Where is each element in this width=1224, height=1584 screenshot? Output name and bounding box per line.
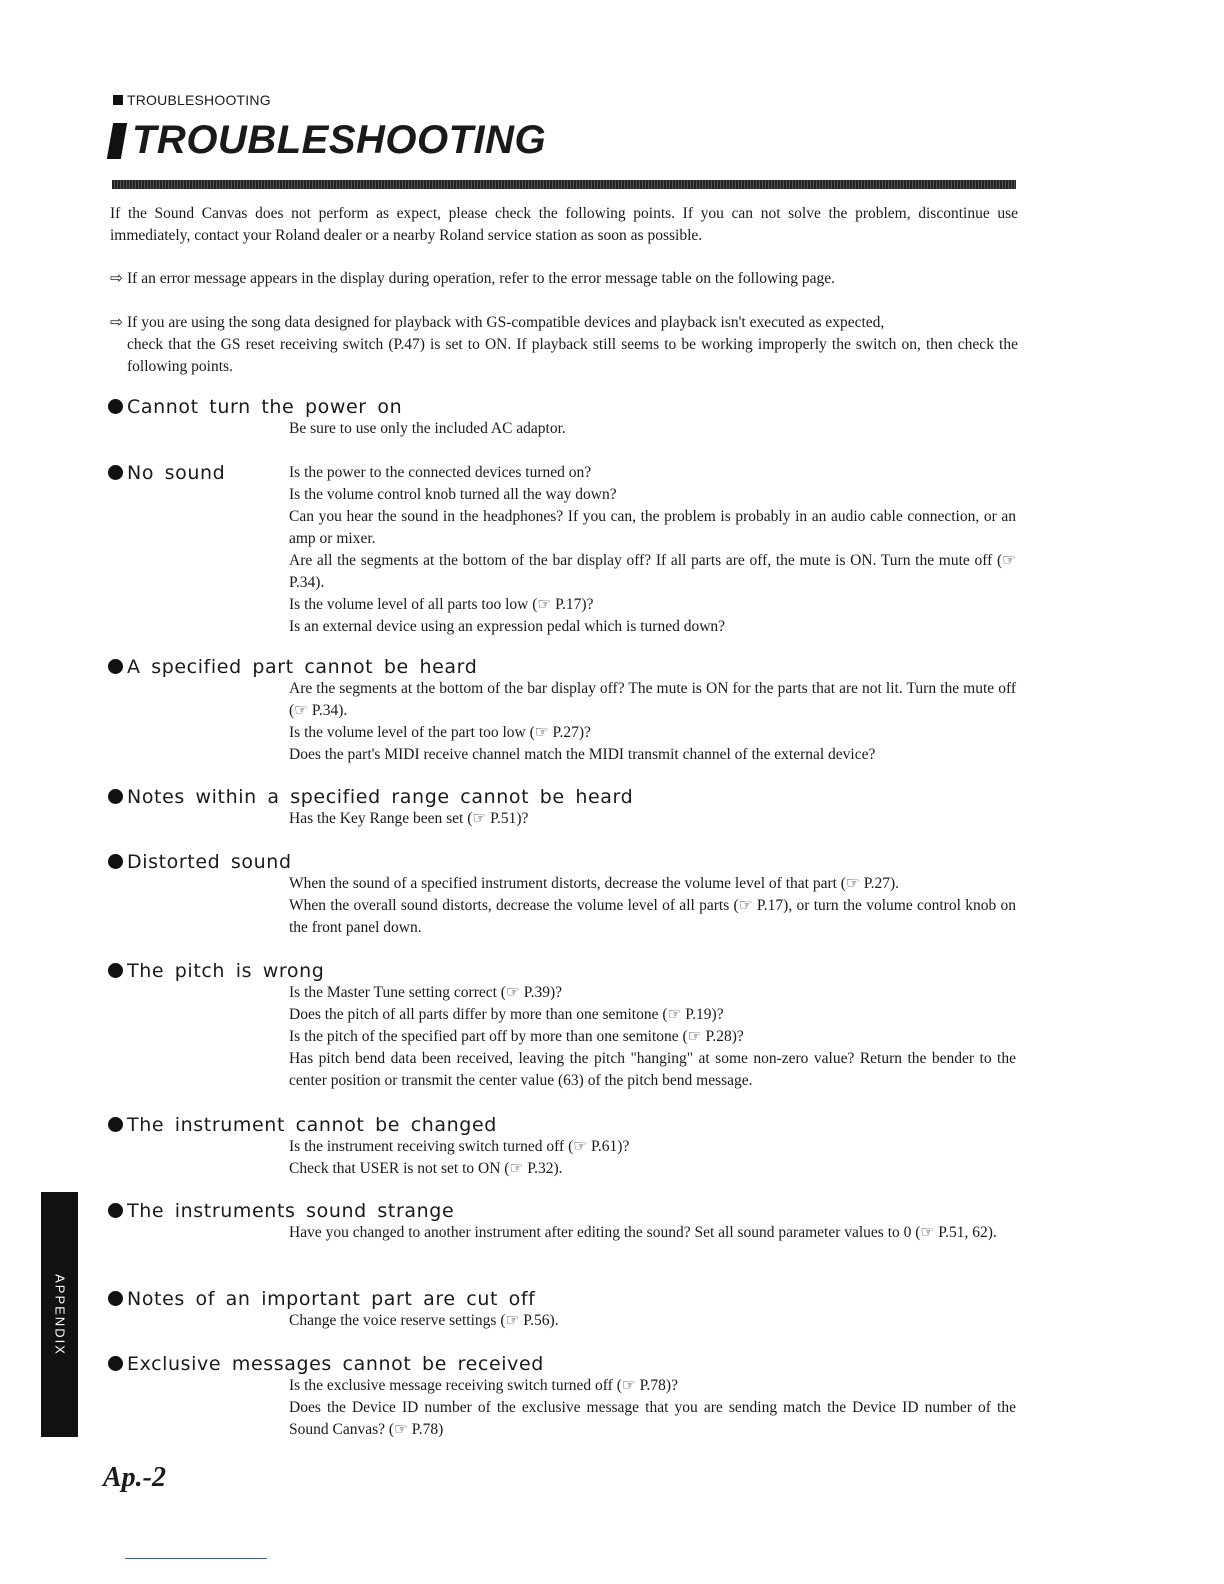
bullet-icon: [108, 659, 123, 674]
section-part-not-heard: [108, 656, 1018, 766]
section-line: Are the segments at the bottom of the bar display off? The mute is ON for the parts that are not lit. Turn the mute off (☞ P.34).: [289, 680, 1016, 719]
section-no-sound: [108, 462, 1018, 638]
bullet-icon: [108, 1356, 123, 1371]
section-heading-text: A specified part cannot be heard: [127, 656, 478, 678]
running-header: [113, 92, 271, 108]
section-line: Does the part's MIDI receive channel match the MIDI transmit channel of the external device?: [289, 746, 876, 763]
section-line: Is the volume level of the part too low (☞ P.27)?: [289, 724, 591, 741]
note-gs-reset: [110, 312, 1018, 378]
page-title: TROUBLESHOOTING: [132, 118, 547, 162]
section-heading: [108, 851, 1018, 873]
section-line: Change the voice reserve settings (☞ P.56).: [289, 1312, 559, 1329]
section-heading: [108, 396, 1018, 418]
bullet-icon: [108, 1117, 123, 1132]
section-line: Can you hear the sound in the headphones? If you can, the problem is probably in an audio cable connection, or an amp or mixer.: [289, 508, 1016, 547]
section-heading-text: No sound: [127, 462, 226, 484]
section-cut-off: [108, 1288, 1018, 1332]
section-body: [289, 1136, 1016, 1180]
section-heading-text: The instruments sound strange: [127, 1200, 455, 1222]
section-body: [289, 1375, 1016, 1441]
bullet-icon: [108, 789, 123, 804]
title-block-icon: [107, 123, 127, 159]
section-line: Have you changed to another instrument after editing the sound? Set all sound parameter values to 0 (☞ P.51, 62).: [289, 1224, 997, 1241]
bullet-icon: [108, 1291, 123, 1306]
arrow-icon: ⇨: [110, 270, 123, 287]
section-body: [289, 462, 1016, 638]
section-line: Is the pitch of the specified part off by more than one semitone (☞ P.28)?: [289, 1028, 744, 1045]
note-error-message: [110, 268, 1018, 290]
section-line: Is the instrument receiving switch turned off (☞ P.61)?: [289, 1138, 630, 1155]
section-line: Has pitch bend data been received, leaving the pitch "hanging" at some non-zero value? Return the bender to the center position or transmit the center value (63) of the pitch bend message.: [289, 1050, 1016, 1089]
section-heading: [108, 786, 1018, 808]
section-line: Does the pitch of all parts differ by more than one semitone (☞ P.19)?: [289, 1006, 724, 1023]
section-body: [289, 1222, 1016, 1244]
section-strange-sound: [108, 1200, 1018, 1244]
section-heading-text: Notes within a specified range cannot be heard: [127, 786, 634, 808]
note-text: If an error message appears in the display during operation, refer to the error message table on the following page.: [127, 270, 836, 287]
arrow-icon: ⇨: [110, 314, 123, 331]
section-heading-text: The pitch is wrong: [127, 960, 325, 982]
section-heading-text: The instrument cannot be changed: [127, 1114, 497, 1136]
section-line: Does the Device ID number of the exclusive message that you are sending match the Device ID number of the Sound Canvas? (☞ P.78): [289, 1399, 1016, 1438]
section-heading-text: Notes of an important part are cut off: [127, 1288, 536, 1310]
bullet-icon: [108, 854, 123, 869]
section-heading-text: Distorted sound: [127, 851, 292, 873]
section-pitch: [108, 960, 1018, 1092]
section-heading: [108, 656, 1018, 678]
note-text: If you are using the song data designed for playback with GS-compatible devices and playback isn't executed as expected,: [127, 314, 885, 331]
appendix-side-tab: [41, 1192, 78, 1437]
section-body: [289, 678, 1016, 766]
section-line: Is an external device using an expression pedal which is turned down?: [289, 618, 726, 635]
section-heading: [108, 462, 225, 484]
section-instrument: [108, 1114, 1018, 1180]
running-header-title: TROUBLESHOOTING: [127, 92, 271, 108]
bottom-divider: [125, 1558, 267, 1559]
square-bullet-icon: [113, 95, 123, 105]
section-body: [289, 982, 1016, 1092]
section-exclusive: [108, 1353, 1018, 1441]
section-power: [108, 396, 1018, 440]
section-distorted: [108, 851, 1018, 939]
section-line: Be sure to use only the included AC adaptor.: [289, 420, 566, 437]
title-rule: [112, 180, 1016, 189]
note-text-continued: check that the GS reset receiving switch (P.47) is set to ON. If playback still seems to be working improperly the switch on, then check the following points.: [127, 336, 1018, 375]
section-heading-text: Exclusive messages cannot be received: [127, 1353, 544, 1375]
section-body: [289, 873, 1016, 939]
section-line: Are all the segments at the bottom of the bar display off? If all parts are off, the mute is ON. Turn the mute off (☞ P.34).: [289, 552, 1016, 591]
section-heading: [108, 1200, 1018, 1222]
section-heading-text: Cannot turn the power on: [127, 396, 403, 418]
section-body: [289, 808, 1016, 830]
intro-paragraph: If the Sound Canvas does not perform as expect, please check the following points. If you can not solve the problem, discontinue use immediately, contact your Roland dealer or a nearby Roland service station as soon as possible.: [110, 205, 1018, 244]
section-line: Has the Key Range been set (☞ P.51)?: [289, 810, 529, 827]
page-title-block: [110, 118, 546, 163]
section-line: Is the volume control knob turned all the way down?: [289, 486, 617, 503]
section-key-range: [108, 786, 1018, 830]
section-heading: [108, 960, 1018, 982]
section-body: [289, 418, 1016, 440]
section-line: Is the power to the connected devices turned on?: [289, 464, 592, 481]
bullet-icon: [108, 399, 123, 414]
bullet-icon: [108, 1203, 123, 1218]
section-line: Is the Master Tune setting correct (☞ P.39)?: [289, 984, 563, 1001]
bullet-icon: [108, 963, 123, 978]
section-line: Is the exclusive message receiving switch turned off (☞ P.78)?: [289, 1377, 678, 1394]
section-heading: [108, 1353, 1018, 1375]
page-number: Ap.-2: [103, 1462, 166, 1493]
side-tab-label: APPENDIX: [52, 1273, 67, 1356]
section-line: When the sound of a specified instrument distorts, decrease the volume level of that part (☞ P.27).: [289, 875, 900, 892]
section-line: When the overall sound distorts, decrease the volume level of all parts (☞ P.17), or turn the volume control knob on the front panel down.: [289, 897, 1016, 936]
section-heading: [108, 1288, 1018, 1310]
section-body: [289, 1310, 1016, 1332]
section-heading: [108, 1114, 1018, 1136]
section-line: Is the volume level of all parts too low (☞ P.17)?: [289, 596, 594, 613]
section-line: Check that USER is not set to ON (☞ P.32).: [289, 1160, 563, 1177]
bullet-icon: [108, 465, 123, 480]
